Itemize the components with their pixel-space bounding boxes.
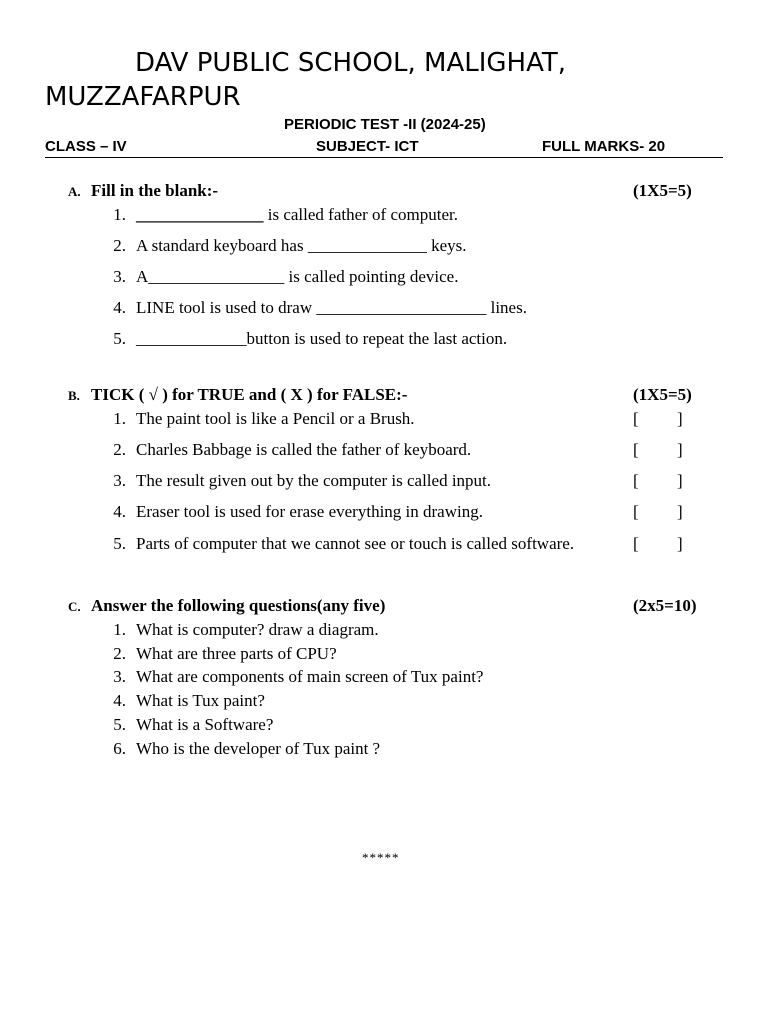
section-c-item-text: What are three parts of CPU? [136,644,337,663]
section-b-item-number: 2. [113,440,126,459]
answer-box-open: [ [633,409,639,428]
section-b-item-text: The result given out by the computer is called input. [136,471,492,490]
section-b-marks: (1X5=5) [633,385,692,404]
section-c-item-number: 6. [113,739,126,758]
section-a-item-number: 3. [113,267,126,286]
answer-box-close: ] [677,471,683,490]
section-c-marks: (2x5=10) [633,596,697,615]
class-label: CLASS – IV [45,138,127,155]
section-a-item-number: 1. [113,205,126,224]
section-c-item-number: 4. [113,691,126,710]
section-c-letter: C. [68,599,81,614]
section-a-item-text: _____________button is used to repeat the last action. [136,329,508,348]
section-c-item-number: 2. [113,644,126,663]
section-a-item-text: LINE tool is used to draw ____________________ lines. [136,298,527,317]
section-c-item-text: What is Tux paint? [136,691,265,710]
answer-box-open: [ [633,534,639,553]
answer-box-close: ] [677,534,683,553]
section-b-title: TICK ( √ ) for TRUE and ( X ) for FALSE:- [91,385,408,404]
section-b-item-number: 5. [113,534,126,553]
school-name-line1: DAV PUBLIC SCHOOL, MALIGHAT, [135,48,566,78]
section-a-item-number: 2. [113,236,126,255]
end-stars: ***** [362,850,400,865]
section-b-item-text: Parts of computer that we cannot see or touch is called software. [136,534,575,553]
section-b-item-text: The paint tool is like a Pencil or a Brush. [136,409,415,428]
section-c-item-number: 1. [113,620,126,639]
section-c-item-text: What is a Software? [136,715,274,734]
subject-label: SUBJECT- ICT [316,138,419,155]
section-b-letter: B. [68,388,80,403]
section-a-item-text: A________________ is called pointing device. [136,267,459,286]
section-a-item-number: 4. [113,298,126,317]
school-name-line2: MUZZAFARPUR [45,82,241,112]
section-b-item-number: 1. [113,409,126,428]
section-a-letter: A. [68,184,81,199]
answer-box-open: [ [633,440,639,459]
section-c-item-number: 3. [113,667,126,686]
section-c-item-text: What are components of main screen of Tux paint? [136,667,484,686]
test-title: PERIODIC TEST -II (2024-25) [284,116,486,133]
header-divider [45,157,723,158]
answer-box-close: ] [677,440,683,459]
section-c-item-text: Who is the developer of Tux paint ? [136,739,381,758]
section-b-item-number: 4. [113,502,126,521]
full-marks-label: FULL MARKS- 20 [542,138,666,155]
section-a-title: Fill in the blank:- [91,181,219,200]
section-c-item-number: 5. [113,715,126,734]
answer-box-close: ] [677,409,683,428]
section-b-item-number: 3. [113,471,126,490]
section-c-title: Answer the following questions(any five) [91,596,386,615]
section-a-marks: (1X5=5) [633,181,692,200]
section-a-item-text: A standard keyboard has ______________ keys. [136,236,467,255]
answer-box-open: [ [633,471,639,490]
section-a-item-number: 5. [113,329,126,348]
section-b-item-text: Eraser tool is used for erase everything in drawing. [136,502,483,521]
answer-box-close: ] [677,502,683,521]
section-b-item-text: Charles Babbage is called the father of keyboard. [136,440,472,459]
section-c-item-text: What is computer? draw a diagram. [136,620,379,639]
answer-box-open: [ [633,502,639,521]
section-a-item-text: _______________ is called father of computer. [136,205,458,224]
